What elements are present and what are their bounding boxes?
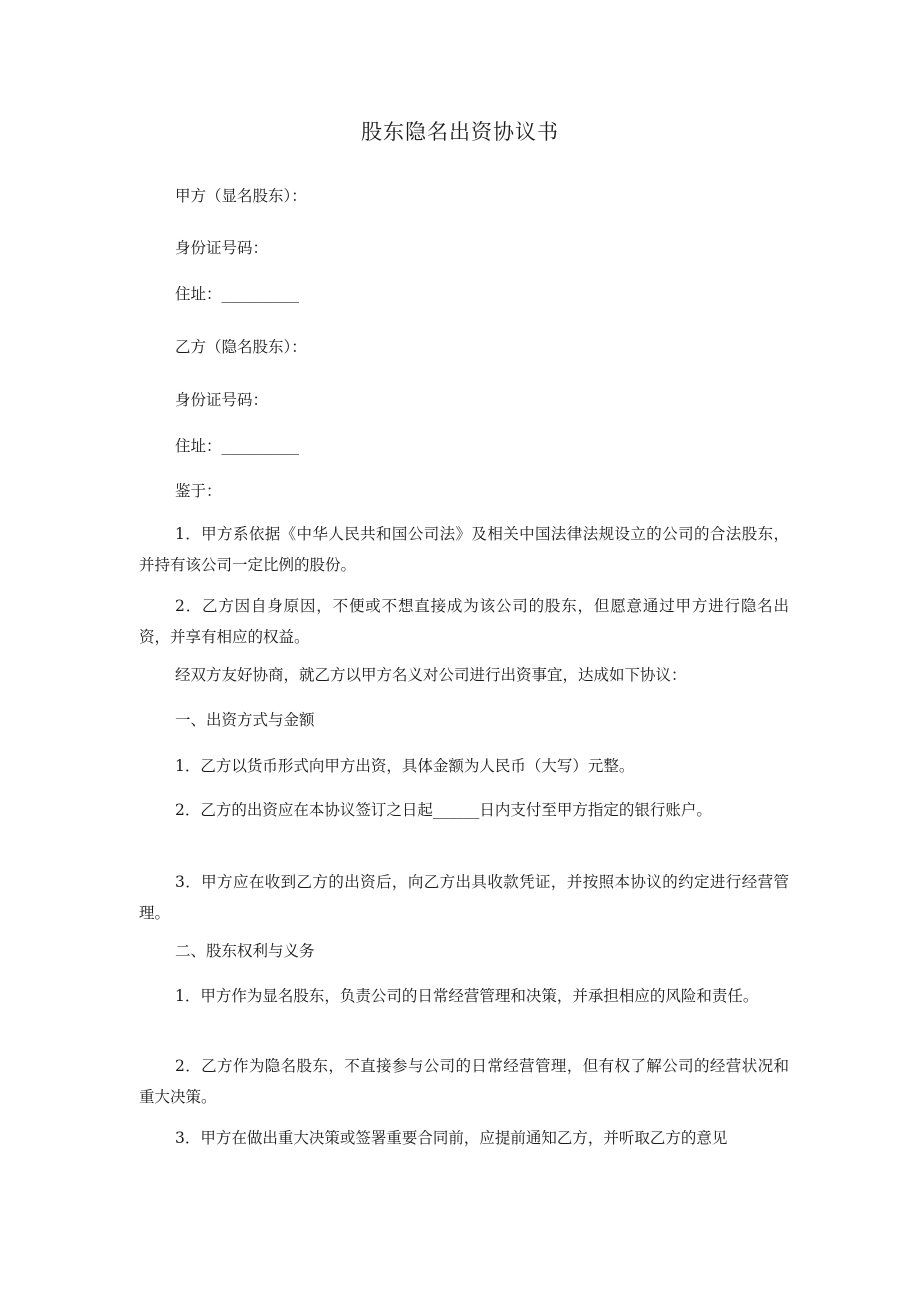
party-b-address-label: 住址：__________ (175, 437, 300, 455)
section-1-item-2: 2．乙方的出资应在本协议签订之日起______日内支付至甲方指定的银行账户。 (175, 801, 712, 819)
document-title: 股东隐名出资协议书 (361, 120, 559, 144)
section-1-heading: 一、出资方式与金额 (175, 711, 315, 729)
whereas-item-1: 1．甲方系依据《中华人民共和国公司法》及相关中国法律法规设立的公司的合法股东，并持有该公司一定比例的股份。 (139, 525, 789, 574)
whereas-heading: 鉴于： (175, 482, 222, 500)
party-b-label: 乙方（隐名股东）： (175, 338, 307, 356)
section-2-item-1: 1．甲方作为显名股东，负责公司的日常经营管理和决策，并承担相应的风险和责任。 (175, 987, 759, 1005)
party-a-id-label: 身份证号码： (175, 239, 269, 257)
agreement-intro: 经双方友好协商，就乙方以甲方名义对公司进行出资事宜，达成如下协议： (175, 666, 687, 684)
section-2-item-2: 2．乙方作为隐名股东，不直接参与公司的日常经营管理，但有权了解公司的经营状况和重大决策。 (139, 1057, 789, 1106)
whereas-item-2: 2．乙方因自身原因，不便或不想直接成为该公司的股东，但愿意通过甲方进行隐名出资，并享有相应的权益。 (139, 597, 789, 646)
section-2-item-3: 3．甲方在做出重大决策或签署重要合同前，应提前通知乙方，并听取乙方的意见 (175, 1129, 728, 1147)
section-1-item-3: 3．甲方应在收到乙方的出资后，向乙方出具收款凭证，并按照本协议的约定进行经营管理。 (139, 873, 789, 922)
party-a-address-label: 住址：__________ (175, 285, 300, 303)
section-1-item-1: 1．乙方以货币形式向甲方出资，具体金额为人民币（大写）元整。 (175, 757, 635, 775)
party-b-id-label: 身份证号码： (175, 391, 269, 409)
section-2-heading: 二、股东权利与义务 (175, 942, 315, 960)
party-a-label: 甲方（显名股东）： (175, 187, 307, 205)
